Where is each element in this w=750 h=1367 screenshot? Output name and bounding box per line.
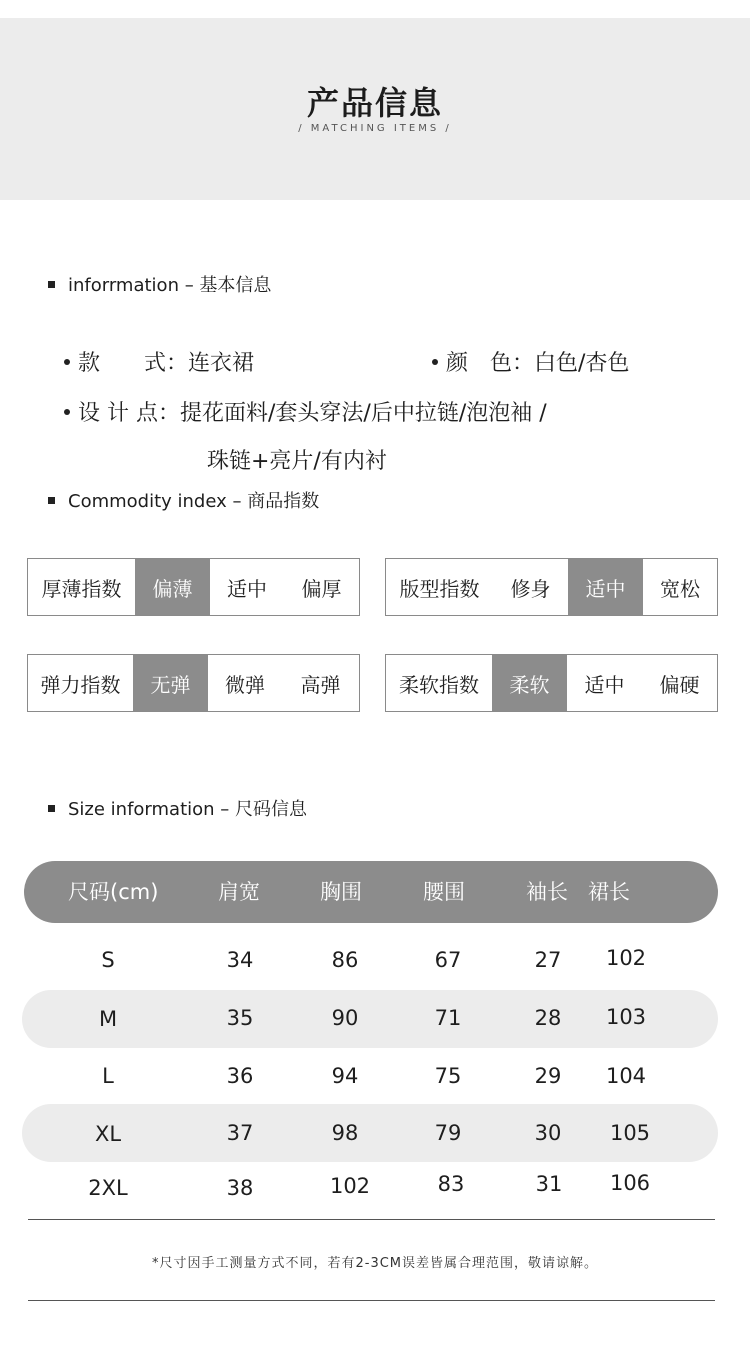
section-commodity-index (48, 487, 319, 513)
color-value: 白色/杏色 (534, 351, 630, 376)
table-cell: 102 (329, 1174, 371, 1198)
table-cell: 27 (534, 948, 562, 972)
style-row (64, 346, 254, 377)
table-cell-size: S (101, 948, 115, 972)
table-cell-size: XL (94, 1122, 122, 1146)
section-heading: Size information – 尺码信息 (68, 799, 308, 820)
table-cell: 90 (331, 1006, 359, 1030)
index-option: 偏硬 (659, 672, 700, 697)
column-header: 胸围 (320, 880, 362, 904)
table-cell: 67 (434, 948, 462, 972)
table-cell: 37 (226, 1121, 254, 1145)
table-cell: 36 (226, 1064, 254, 1088)
table-cell-size: L (102, 1064, 114, 1088)
table-cell: 35 (226, 1006, 254, 1030)
bullet-icon (64, 409, 70, 415)
table-cell-size: M (98, 1007, 118, 1031)
table-cell: 34 (226, 948, 254, 972)
page-title: 产品信息 (306, 84, 443, 122)
design-label: 设 计 点： (78, 401, 180, 426)
table-cell: 104 (605, 1064, 647, 1088)
index-option-selected: 柔软 (492, 655, 567, 711)
index-option: 宽松 (660, 576, 700, 601)
index-box-thickness (27, 558, 360, 616)
page-subtitle: / MATCHING ITEMS / (298, 123, 452, 134)
color-label: 颜 色： (446, 351, 535, 376)
table-cell: 30 (534, 1121, 562, 1145)
table-cell: 71 (434, 1006, 462, 1030)
style-value: 连衣裙 (188, 351, 255, 376)
table-cell: 86 (331, 948, 359, 972)
square-bullet-icon (48, 281, 55, 288)
table-cell: 28 (534, 1006, 562, 1030)
square-bullet-icon (48, 805, 55, 812)
bullet-icon (64, 359, 70, 365)
table-cell: 38 (226, 1176, 254, 1200)
divider (28, 1300, 715, 1301)
index-option-selected: 适中 (568, 559, 643, 615)
bullet-icon (432, 359, 438, 365)
table-cell: 106 (609, 1171, 651, 1195)
section-basic-info (48, 271, 271, 297)
column-header: 肩宽 (218, 880, 260, 904)
index-box-fit (385, 558, 718, 616)
style-label: 款 式： (78, 351, 189, 376)
index-label: 版型指数 (399, 576, 480, 601)
table-cell: 31 (535, 1172, 563, 1196)
index-box-softness (385, 654, 718, 712)
column-header: 腰围 (423, 880, 465, 904)
table-cell: 98 (331, 1121, 359, 1145)
table-cell: 79 (434, 1121, 462, 1145)
section-heading: inforrmation – 基本信息 (68, 275, 272, 296)
index-option-selected: 无弹 (133, 655, 208, 711)
index-option-selected: 偏薄 (135, 559, 210, 615)
index-box-elasticity (27, 654, 360, 712)
table-cell: 103 (605, 1005, 647, 1029)
section-size-info (48, 795, 307, 821)
index-option: 高弹 (300, 672, 341, 697)
table-cell: 94 (331, 1064, 359, 1088)
table-cell: 29 (534, 1064, 562, 1088)
index-label: 厚薄指数 (41, 576, 122, 601)
table-cell: 75 (434, 1064, 462, 1088)
table-cell-size: 2XL (88, 1176, 128, 1200)
column-header: 袖长 (526, 880, 568, 904)
index-option: 微弹 (225, 672, 265, 697)
index-option: 偏厚 (301, 576, 342, 601)
index-option: 修身 (510, 576, 551, 601)
square-bullet-icon (48, 497, 55, 504)
index-option: 适中 (584, 672, 625, 697)
design-row (64, 396, 547, 427)
column-header: 尺码(cm) (68, 880, 159, 904)
design-value: 提花面料/套头穿法/后中拉链/泡泡袖 / (180, 401, 547, 426)
design-value-continued: 珠链+亮片/有内衬 (207, 449, 387, 474)
section-heading: Commodity index – 商品指数 (68, 491, 320, 512)
index-label: 弹力指数 (40, 672, 121, 697)
size-note: *尺寸因手工测量方式不同，若有2-3CM误差皆属合理范围，敬请谅解。 (151, 1256, 599, 1271)
table-cell: 83 (437, 1172, 465, 1196)
table-cell: 105 (609, 1121, 651, 1145)
index-option: 适中 (227, 576, 267, 601)
index-label: 柔软指数 (399, 672, 479, 697)
divider (28, 1219, 715, 1220)
table-cell: 102 (605, 946, 647, 970)
column-header: 裙长 (588, 880, 630, 904)
color-row (432, 346, 629, 377)
